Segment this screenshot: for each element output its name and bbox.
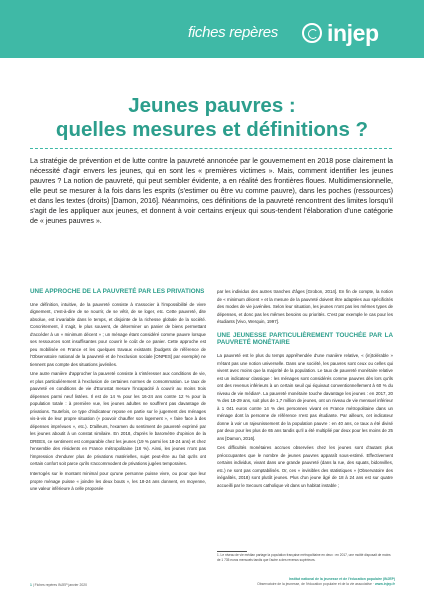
section-heading-monetaire: UNE JEUNESSE PARTICULIÈREMENT TOUCHÉE PAR LA PAUVRETÉ MONÉTAIRE — [217, 331, 393, 347]
right-column — [217, 288, 393, 491]
body-paragraph: La pauvreté est le plus du temps appréhendée d'une manière relative, « (in)tolérable » n'étant pas une notion universelle. Dans une société, les pauvres sont ceux ou celles qui vivent avec moins que la majorité de la population. Le taux de pauvreté monétaire relative est un indicateur classique : les ménages sont considérés comme pauvres dès lors qu'ils ont des revenus inférieurs à un certain seuil qui équivaut conventionnellement à 60 % du niveau de vie médian¹. La pauvreté monétaire touche davantage les jeunes : en 2017, 20 % des 18-29 ans, soit plus de 1,7 million de jeunes, ont un niveau de vie mensuel inférieur à 1 041 euros contre 14 % des personnes vivant en France métropolitaine dans un ménage dont la personne de référence n'est pas étudiante. Par ailleurs, cet indicateur donne à voir un rajeunissement de la population pauvre : en 40 ans, ce taux a été divisé par deux pour les plus de 65 ans tandis qu'il a été multiplié par deux pour les moins de 25 ans [Damon, 2016]. — [217, 353, 393, 441]
body-paragraph: Une définition, intuitive, de la pauvreté consiste à s'associer à l'impossibilité de vivre dignement, c'est-à-dire de se nourrir, de se vêtir, de se loger, etc. Cette pauvreté, dite absolue, est invariable dans le temps, et disjointe de la richesse globale de la société. Concrètement, il s'agit, le plus souvent, de déterminer un panier de biens permettant d'accéder à un « minimum décent » ; un ménage étant considéré comme pauvre lorsque ses ressources sont insuffisantes pour couvrir le coût de ce panier. Cette approche est peu mobilisée en France et les quelques travaux existants (budgets de référence de l'Observatoire national de la pauvreté et de l'exclusion sociale [ONPES] par exemple) ne tiennent pas compte des situations juvéniles. — [30, 301, 206, 367]
footer-url-link[interactable]: www.injep.fr — [374, 582, 395, 586]
footnote-divider — [217, 551, 247, 552]
footer-left: 1 | Fiches repères INJEP janvier 2020 — [30, 583, 88, 587]
intro-paragraph: La stratégie de prévention et de lutte contre la pauvreté annoncée par le gouvernement en 2018 pose clairement la nécessité d'agir envers les jeunes, qui en sont les « premières victimes ». Mais, comment identifier les jeunes pauvres ? La notion de pauvreté, qui peut sembler évidente, a en réalité des frontières floues. Multidimensionnelle, elle peut se mesurer à la fois dans les esprits (s'estimer ou être vu comme pauvre), dans les poches (ressources) et dans les textes (droits) [Damon, 2016]. Néanmoins, ces définitions de la pauvreté rencontrent des limites lorsqu'il s'agit de les appliquer aux jeunes, et donnent à voir certains enjeux qui sous-tendent l'élaboration d'une catégorie de « jeunes pauvres ». — [30, 157, 393, 226]
header-banner — [0, 0, 424, 58]
body-paragraph: par les individus des autres tranches d'âges [Grobon, 2014]. En fin de compte, la notion de « minimum décent » et la mesure de la pauvreté doivent être adaptées aux spécificités des modes de vie juvéniles. Selon leur situation, les jeunes n'ont pas les mêmes types de dépenses, et donc pas les mêmes besoins ou priorités. C'est par exemple le cas pour les étudiants [Vivo, Werquin, 1997]. — [217, 289, 393, 324]
section-heading-privations: UNE APPROCHE DE LA PAUVRETÉ PAR LES PRIVATIONS — [30, 288, 205, 295]
title-divider — [30, 148, 392, 149]
body-paragraph: Interrogés sur le montant minimal pour qu'une personne puisse vivre, ou pour que leur propre ménage puisse « joindre les deux bouts », les 18-24 ans donnent, en moyenne, une valeur inférieure à celle proposée — [30, 471, 206, 492]
page-title-line1: Jeunes pauvres : — [128, 94, 296, 117]
publication-line: Fiches repères INJEP janvier 2020 — [34, 583, 88, 587]
injep-logo-icon — [302, 23, 322, 43]
page-number: 1 — [30, 583, 32, 587]
footer-org-sub: Observatoire de la jeunesse, de l'éducation populaire et de la vie associative — [257, 582, 372, 586]
footer-org: Institut national de la jeunesse et de l'éducation populaire (INJEP) — [288, 577, 395, 581]
left-column — [30, 288, 206, 495]
injep-logo-text: injep — [327, 20, 379, 46]
footer-right: Institut national de la jeunesse et de l'éducation populaire (INJEP) Observatoire de la jeunesse, de l'éducation populaire et de la vie associative · www.injep.fr — [215, 577, 395, 587]
body-paragraph: Une autre manière d'approcher la pauvreté consiste à s'intéresser aux conditions de vie, et plus particulièrement à l'exclusion de certaines normes de consommation. Le taux de pauvreté en conditions de vie d'Eurostat mesure l'incapacité à couvrir au moins trois dépenses parmi neuf listées. Il est de 14 % pour les 16-24 ans contre 12 % pour la population totale : à première vue, les jeunes adultes ne souffrent pas davantage de privations. Toutefois, ce type d'indicateur repose en partie sur le jugement des ménages vis-à-vis de leur propre situation (« pouvoir chauffer son logement », « faire face à des dépenses imprévues », etc.). D'ailleurs, l'examen du sentiment de pauvreté exprimé par les jeunes aboutit à un constat similaire. En 2018, d'après le baromètre d'opinion de la DREES, ce sentiment est comparable chez les jeunes (19 % parmi les 18-24 ans) et chez l'ensemble des résidents en France métropolitaine (18 %). Ainsi, les jeunes n'ont pas l'impression d'endurer plus de privations matérielles, sujet peut-être au fait qu'ils ont certain confort soit parce qu'ils s'accommodent de privations jugées temporaires. — [30, 371, 206, 467]
body-paragraph: Ces difficultés monétaires accrues observées chez les jeunes sont d'autant plus préoccupantes que le nombre de jeunes pauvres apparaît sous-estimé. Effectivement certains individus, vivant dans une grande pauvreté (dans la rue, des squats, bidonvilles, etc.) ne sont pas comptabilisés. Or, ces « invisibles des statistiques » (Observatoire des inégalités, 2018) sont plutôt jeunes. Plus d'un jeune âgé de 18 à 24 ans est sur quatre accueilli par le Secours catholique vit dans un habitat instable ; — [217, 445, 393, 488]
footnote: 1. Le niveau de vie médian partage la population française métropolitaine en deux : en 2017, une moitié disposait de moins de 1 735 euros mensuels tandis que l'autre a des revenus supérieurs. — [217, 553, 391, 562]
series-name: fiches repères — [188, 24, 279, 41]
page-title-line2: quelles mesures et définitions ? — [55, 118, 369, 141]
